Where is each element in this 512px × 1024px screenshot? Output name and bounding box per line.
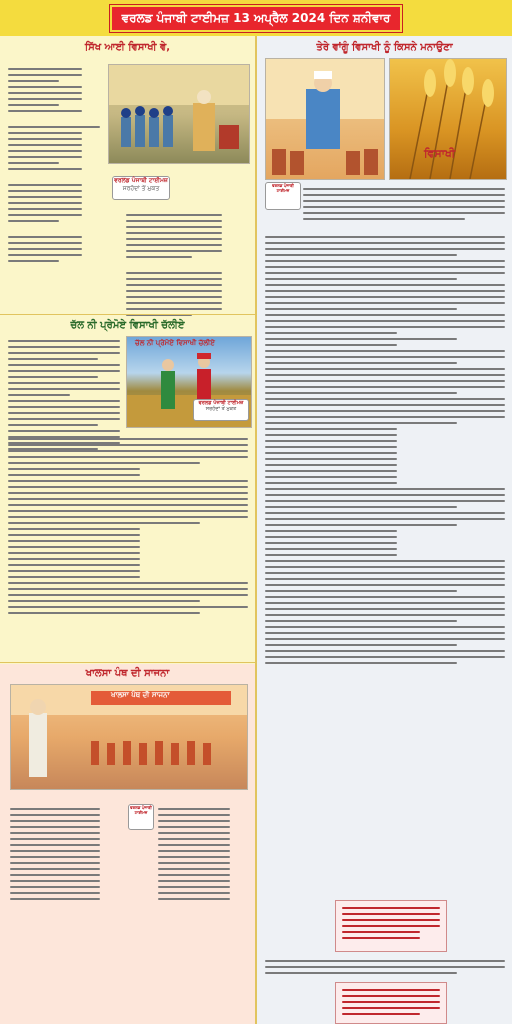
publication-logo-3: ਵਰਲਡ ਪੰਜਾਬੀ ਟਾਈਮਜ਼ bbox=[128, 804, 154, 830]
section-title-right: ਤੇਰੇ ਵਾਂਗੂੰ ਵਿਸਾਖੀ ਨੂੰ ਕਿਸਨੇ ਮਨਾਉਣਾ bbox=[316, 42, 453, 53]
masthead-title: ਵਰਲਡ ਪੰਜਾਬੀ ਟਾਈਮਜ਼ 13 ਅਪ੍ਰੈਲ 2024 ਦਿਨ ਸ਼ਨੀਵਾਰ bbox=[110, 5, 403, 32]
publication-logo: ਵਰਲਡ ਪੰਜਾਬੀ ਟਾਈਮਜ਼ ਸਰਹੱਦਾਂ ਤੋਂ ਮੁਕਤ bbox=[112, 176, 170, 200]
left-column bbox=[0, 36, 255, 1024]
masthead bbox=[0, 0, 512, 36]
article-body bbox=[265, 232, 505, 668]
gurus-illustration bbox=[108, 64, 250, 164]
wheat-image bbox=[389, 58, 507, 180]
publication-logo-2: ਵਰਲਡ ਪੰਜਾਬੀ ਟਾਈਮਜ਼ ਸਰਹੱਦਾਂ ਤੋਂ ਮੁਕਤ bbox=[193, 399, 249, 421]
poem-box-2 bbox=[335, 982, 447, 1024]
article-intro bbox=[303, 184, 505, 224]
poem-box-1 bbox=[335, 900, 447, 952]
section-title-3: ਖਾਲਸਾ ਪੰਥ ਦੀ ਸਾਜਨਾ bbox=[85, 668, 170, 679]
image-caption-2: ਚੱਲ ਨੀ ਪ੍ਰੇਮੋਏ ਵਿਸਾਖੀ ਚੱਲੀਏ bbox=[135, 339, 215, 347]
guru-painting bbox=[265, 58, 385, 180]
khalsa-illustration bbox=[10, 684, 248, 790]
poem-text-1 bbox=[8, 64, 100, 266]
folk-dancers-image bbox=[126, 336, 252, 428]
publication-logo-right: ਵਰਲਡ ਪੰਜਾਬੀ ਟਾਈਮਜ਼ bbox=[265, 182, 301, 210]
article-footer-text bbox=[265, 956, 505, 978]
image-caption-3: ਖਾਲਸਾ ਪੰਥ ਦੀ ਸਾਜਨਾ bbox=[111, 691, 170, 699]
section-title-2: ਚੱਲ ਨੀ ਪ੍ਰੇਮੋਏ ਵਿਸਾਖੀ ਚੱਲੀਏ bbox=[70, 320, 185, 331]
right-column bbox=[257, 36, 512, 1024]
article-text-2b bbox=[8, 434, 248, 618]
poem-text-2 bbox=[126, 210, 246, 320]
vaisakhi-label: ਵਿਸਾਖੀ bbox=[424, 147, 456, 160]
section-title-1: ਸਿੱਖ ਆਈ ਵਿਸਾਖੀ ਵੇ, bbox=[84, 42, 171, 53]
poem-text-3a bbox=[10, 804, 122, 904]
khalsa-section bbox=[0, 664, 255, 1024]
poem-text-3b bbox=[158, 804, 248, 904]
column-divider bbox=[255, 36, 257, 1024]
